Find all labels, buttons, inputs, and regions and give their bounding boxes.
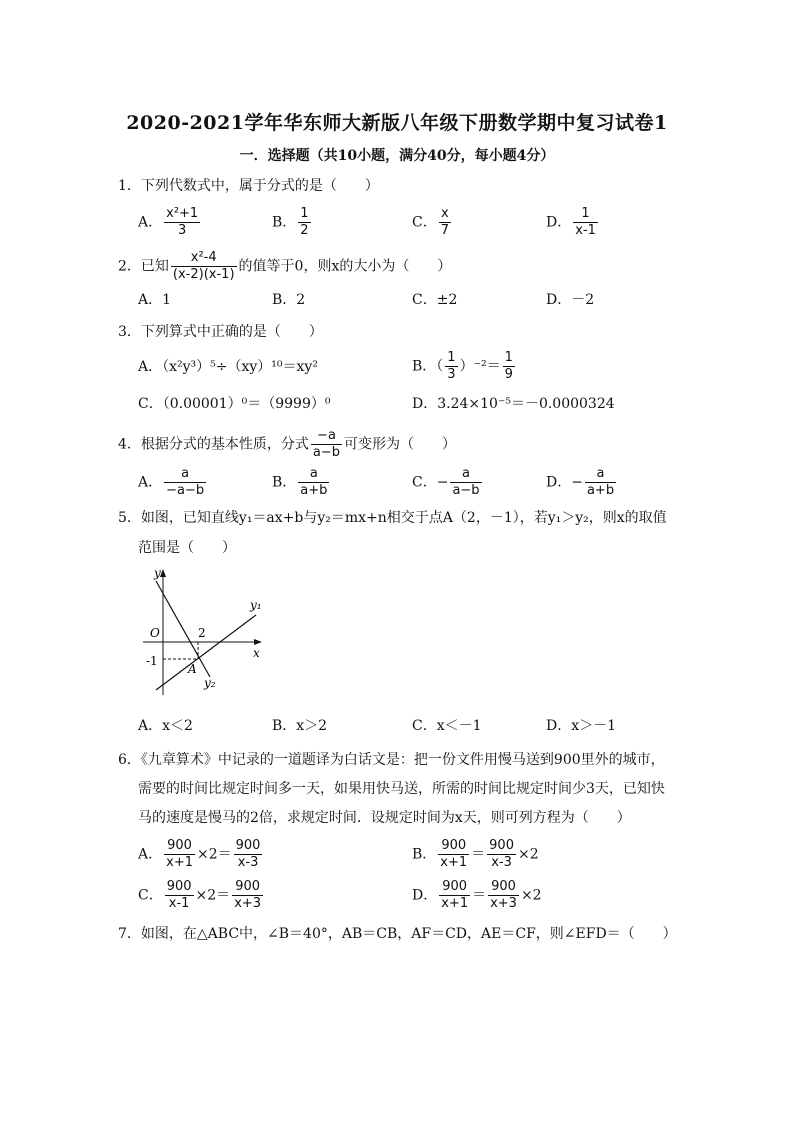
q5-graph-figure (138, 565, 268, 700)
question-7-stem: 7．如图，在△ABC中，∠B＝40°，AB＝CB，AF＝CD，AE＝CF，则∠EFD＝（ ） (118, 926, 677, 942)
q1-option-b: B． $\frac{1}{2}$ (272, 206, 309, 238)
origin-label: O (150, 626, 160, 640)
tick-label-minus-1: -1 (146, 654, 158, 668)
q6-option-d: D． $\frac{900}{x+1}$ ＝ $\frac{900}{x+3}$ ×2 (412, 879, 542, 911)
q1-option-a: A． $\frac{\text{x²+1}}{3}$ (138, 206, 199, 238)
q5-option-b: B．x＞2 (272, 718, 328, 734)
point-a-label: A (188, 662, 197, 676)
x-axis-label: x (253, 646, 260, 660)
y-axis-label: y (154, 566, 161, 580)
y-axis-arrow (160, 569, 166, 577)
q3-option-d: D．3.24×10⁻⁵＝－0.0000324 (412, 396, 615, 412)
question-5-line-1: 5．如图，已知直线y₁＝ax+b与y₂＝mx+n相交于点A（2，－1），若y₁＞y₂，则x的取值 (118, 510, 667, 526)
line-y2-label: y₂ (204, 676, 216, 690)
q5-option-d: D．x＞－1 (546, 718, 617, 734)
question-3-stem: 3．下列算式中正确的是（ ） (118, 324, 323, 340)
q4-option-c: C．− $\frac{a}{a-b}$ (412, 466, 480, 498)
tick-label-2: 2 (198, 626, 206, 640)
q1-option-c: C． $\frac{x}{7}$ (412, 206, 449, 238)
section-heading: 一．选择题（共10小题，满分40分，每小题4分） (239, 148, 555, 164)
question-1-stem: 1．下列代数式中，属于分式的是（ ） (118, 178, 379, 194)
question-4-stem: 4．根据分式的基本性质，分式 $\frac{-a}{a-b}$ 可变形为（ ） (118, 428, 457, 460)
q6-option-b: B． $\frac{900}{x+1}$ ＝ $\frac{900}{x-3}$ ×2 (412, 838, 539, 870)
question-6-line-1: 6．《九章算术》中记录的一道题译为白话文是：把一份文件用慢马送到900里外的城市， (118, 752, 665, 768)
q4-option-d: D．− $\frac{a}{a+b}$ (546, 466, 615, 498)
line-y1-label: y₁ (250, 598, 262, 612)
q6-option-a: A． $\frac{900}{x+1}$ ×2＝ $\frac{900}{x-3}$ (138, 838, 261, 870)
q1-option-d: D． $\frac{1}{x-1}$ (546, 206, 596, 238)
q2-option-a: A．1 (138, 292, 172, 308)
page-title: 2020-2021学年华东师大新版八年级下册数学期中复习试卷1 (126, 112, 668, 134)
q3-option-c: C．（0.00001）⁰＝（9999）⁰ (138, 396, 331, 412)
q2-option-d: D．－2 (546, 292, 595, 308)
x-axis-arrow (254, 639, 262, 645)
question-2-stem: 2．已知 $\frac{\text{x²-4}}{(x-2)(x-1)}$ 的值等于0，则x的大小为（ ） (118, 250, 452, 282)
q3-option-a: A．（x²y³）⁵÷（xy）¹⁰＝xy² (138, 359, 318, 375)
q5-option-a: A．x＜2 (138, 718, 193, 734)
question-6-line-3: 马的速度是慢马的2倍，求规定时间．设规定时间为x天，则可列方程为（ ） (138, 810, 631, 826)
q2-option-b: B．2 (272, 292, 306, 308)
q6-option-c: C． $\frac{900}{x-1}$ ×2＝ $\frac{900}{x+3}$ (138, 879, 262, 911)
question-6-line-2: 需要的时间比规定时间多一天，如果用快马送，所需的时间比规定时间少3天，已知快 (138, 781, 665, 797)
q2-option-c: C．±2 (412, 292, 458, 308)
q5-option-c: C．x＜－1 (412, 718, 482, 734)
q4-option-b: B． $\frac{a}{a+b}$ (272, 466, 328, 498)
question-5-line-2: 范围是（ ） (138, 540, 236, 556)
q3-option-b: B．（ $\frac{1}{3}$ ）⁻²＝ $\frac{1}{9}$ (412, 350, 513, 382)
q4-option-a: A． $\frac{a}{-a-b}$ (138, 466, 205, 498)
